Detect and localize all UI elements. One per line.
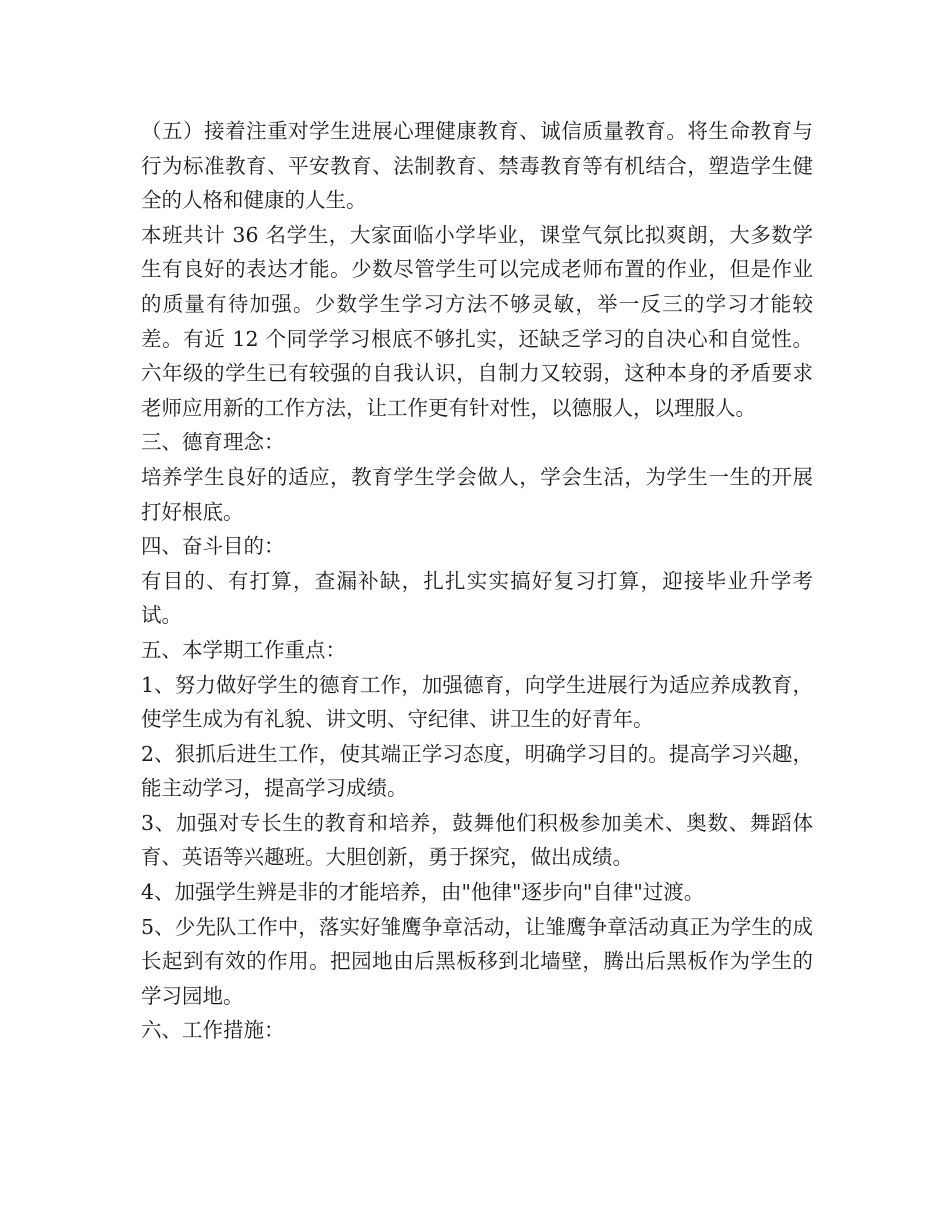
- heading-moral-philosophy: 三、德育理念：: [141, 430, 285, 455]
- paragraph-moral-philosophy: 培养学生良好的适应，教育学生学会做人，学会生活，为学生一生的开展打好根底。: [141, 464, 813, 524]
- list-item-focus-2: 2、狠抓后进生工作，使其端正学习态度，明确学习目的。提高学习兴趣，能主动学习，提高学习成绩。: [141, 741, 813, 801]
- paragraph-goals: 有目的、有打算，查漏补缺，扎扎实实搞好复习打算，迎接毕业升学考试。: [141, 568, 813, 628]
- list-item-focus-5: 5、少先队工作中，落实好雏鹰争章活动，让雏鹰争章活动真正为学生的成长起到有效的作用。把园地由后黑板移到北墙壁，腾出后黑板作为学生的学习园地。: [141, 914, 813, 1008]
- heading-work-measures: 六、工作措施：: [141, 1018, 285, 1043]
- paragraph-moral-education-5: （五）接着注重对学生进展心理健康教育、诚信质量教育。将生命教育与行为标准教育、平安教育、法制教育、禁毒教育等有机结合，塑造学生健全的人格和健康的人生。: [141, 119, 813, 213]
- paragraph-class-situation: 本班共计 36 名学生，大家面临小学毕业，课堂气氛比拟爽朗，大多数学生有良好的表达才能。少数尽管学生可以完成老师布置的作业，但是作业的质量有待加强。少数学生学习方法不够灵敏，举一反三的学习才能较差。有近 12 个同学学习根底不够扎实，还缺乏学习的自决心和自觉性。六年级的学生已有较强的自我认识，自制力又较弱，这种本身的矛盾要求老师应用新的工作方法，让工作更有针对性，以德服人，以理服人。: [141, 222, 813, 420]
- document-body: [141, 114, 813, 1048]
- list-item-focus-4: 4、加强学生辨是非的才能培养，由"他律"逐步向"自律"过渡。: [141, 880, 705, 905]
- heading-work-focus: 五、本学期工作重点：: [141, 637, 346, 662]
- list-item-focus-1: 1、努力做好学生的德育工作，加强德育，向学生进展行为适应养成教育，使学生成为有礼貌、讲文明、守纪律、讲卫生的好青年。: [141, 672, 813, 732]
- heading-goals: 四、奋斗目的：: [141, 534, 285, 559]
- list-item-focus-3: 3、加强对专长生的教育和培养，鼓舞他们积极参加美术、奥数、舞蹈体育、英语等兴趣班。大胆创新，勇于探究，做出成绩。: [141, 810, 813, 870]
